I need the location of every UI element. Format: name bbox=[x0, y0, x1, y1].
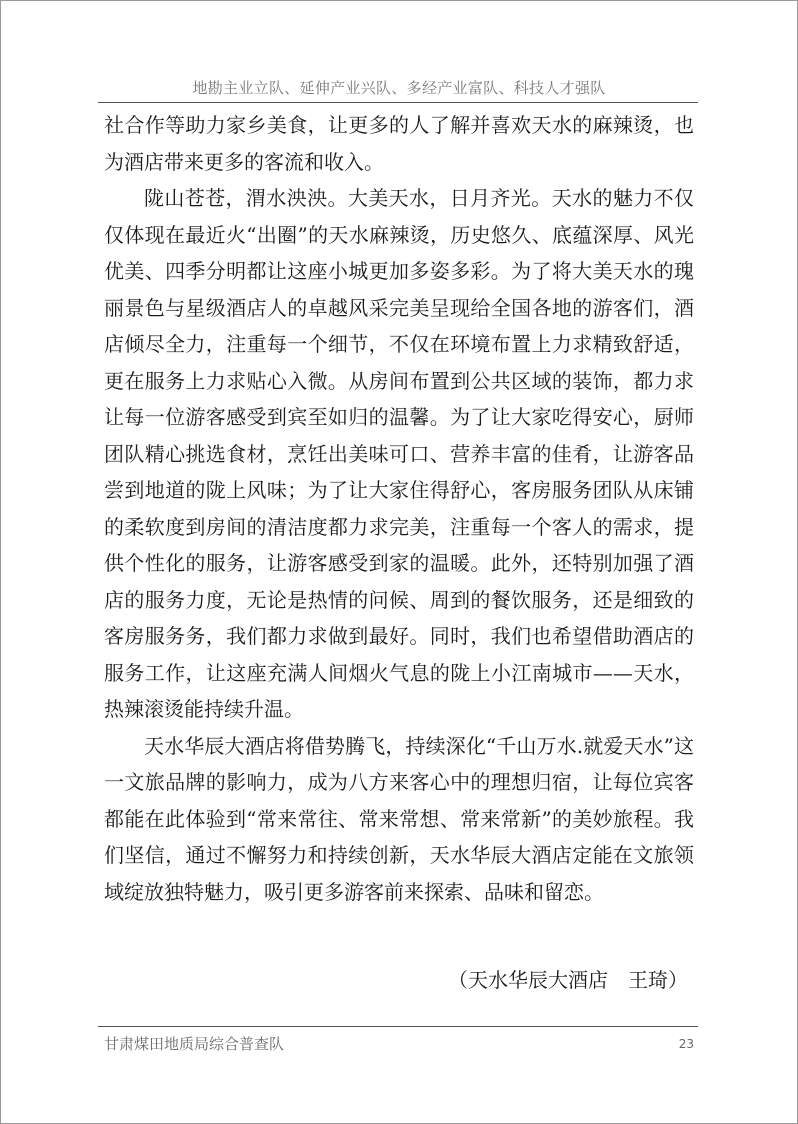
footer-organization: 甘肃煤田地质局综合普查队 bbox=[104, 1035, 285, 1053]
article-signature: （天水华辰大酒店 王琦） bbox=[448, 968, 688, 992]
article-body bbox=[104, 107, 694, 910]
article-paragraph: 陇山苍苍，渭水泱泱。大美天水，日月齐光。天水的魅力不仅仅体现在最近火“出圈”的天水麻辣烫，历史悠久、底蕴深厚、风光优美、四季分明都让这座小城更加多姿多彩。为了将大美天水的瑰丽景色与星级酒店人的卓越风采完美呈现给全国各地的游客们，酒店倾尽全力，注重每一个细节，不仅在环境布置上力求精致舒适，更在服务上力求贴心入微。从房间布置到公共区域的装饰，都力求让每一位游客感受到宾至如归的温馨。为了让大家吃得安心，厨师团队精心挑选食材，烹饪出美味可口、营养丰富的佳肴，让游客品尝到地道的陇上风味；为了让大家住得舒心，客房服务团队从床铺的柔软度到房间的清洁度都力求完美，注重每一个客人的需求，提供个性化的服务，让游客感受到家的温暖。此外，还特别加强了酒店的服务力度，无论是热情的问候、周到的餐饮服务，还是细致的客房服务务，我们都力求做到最好。同时，我们也希望借助酒店的服务工作，让这座充满人间烟火气息的陇上小江南城市——天水，热辣滚烫能持续升温。 bbox=[104, 186, 694, 721]
header-divider bbox=[98, 102, 698, 103]
page-header-slogan: 地勘主业立队、延伸产业兴队、多经产业富队、科技人才强队 bbox=[192, 79, 606, 97]
article-paragraph: 社合作等助力家乡美食，让更多的人了解并喜欢天水的麻辣烫，也为酒店带来更多的客流和收入。 bbox=[104, 113, 694, 174]
footer-divider bbox=[98, 1026, 698, 1027]
page-number: 23 bbox=[678, 1037, 694, 1051]
article-paragraph: 天水华辰大酒店将借势腾飞，持续深化“千山万水.就爱天水”这一文旅品牌的影响力，成为八方来客心中的理想归宿，让每位宾客都能在此体验到“常来常往、常来常想、常来常新”的美妙旅程。我们坚信，通过不懈努力和持续创新，天水华辰大酒店定能在文旅领域绽放独特魅力，吸引更多游客前来探索、品味和留恋。 bbox=[104, 733, 694, 904]
